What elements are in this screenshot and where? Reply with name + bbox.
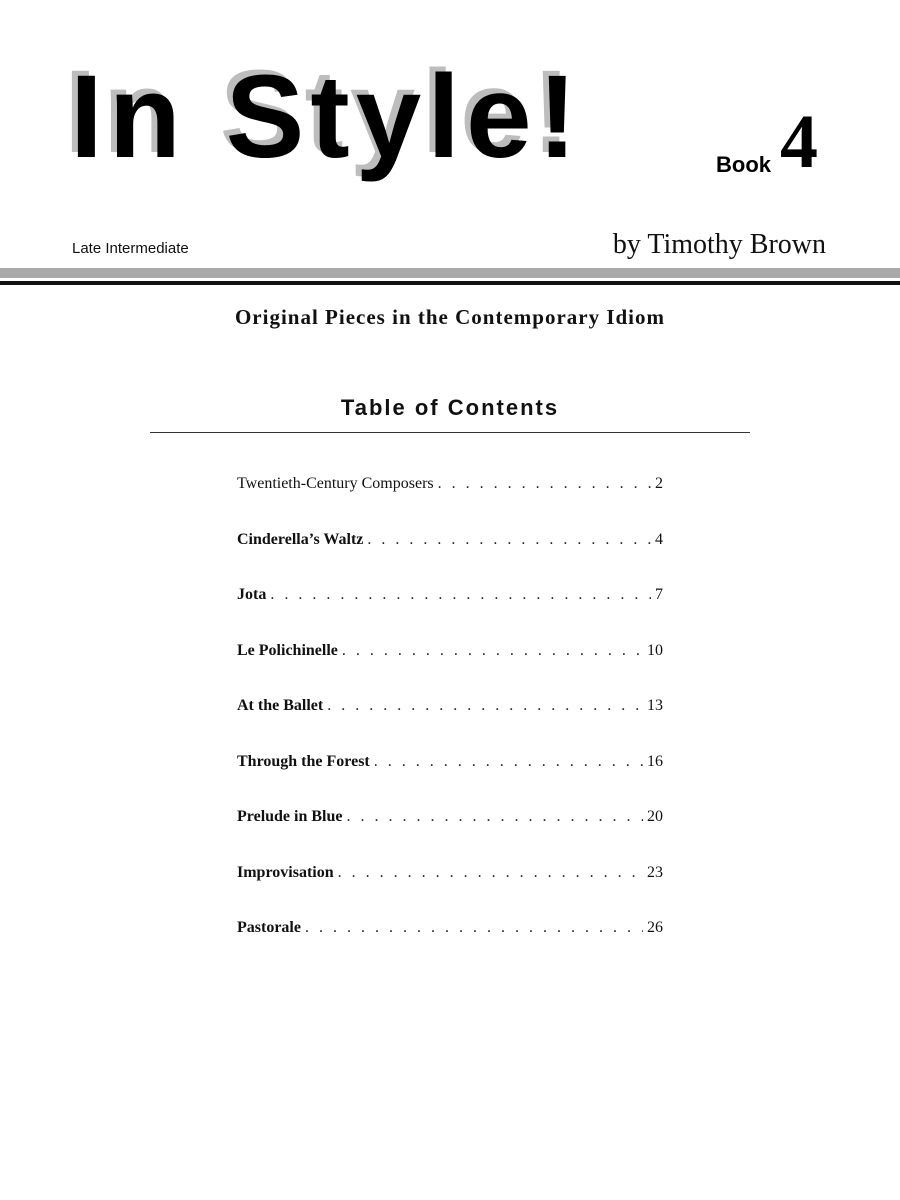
toc-entry-title: Pastorale [237, 919, 301, 936]
toc-entry [237, 919, 663, 975]
toc-entry-title: Through the Forest [237, 752, 370, 770]
dot-leader [327, 697, 643, 715]
subtitle: Original Pieces in the Contemporary Idiom [234, 305, 666, 329]
toc-entry-page: 16 [647, 752, 663, 770]
toc-heading: Table of Contents [340, 395, 560, 420]
toc-entry-title: Le Polichinelle [237, 641, 338, 659]
dot-leader [367, 531, 651, 549]
dot-leader [342, 642, 643, 660]
toc-entry-title: At the Ballet [237, 697, 324, 714]
toc-entry-page: 2 [655, 475, 663, 492]
toc-entry-page: 4 [655, 530, 663, 548]
header-divider-gray [0, 268, 900, 278]
toc-entry-title: Twentieth-Century Composers [237, 475, 434, 492]
toc-entry-page: 26 [647, 919, 663, 936]
toc-entry-title: Improvisation [237, 863, 334, 881]
toc-entry [237, 753, 663, 809]
toc-entry-title: Prelude in Blue [237, 808, 343, 825]
toc-entry [237, 586, 663, 642]
header-divider-black [0, 281, 900, 285]
dot-leader [338, 864, 643, 882]
toc-entry-page: 13 [647, 697, 663, 714]
toc-entry-page: 10 [647, 641, 663, 659]
book-label: Book [716, 152, 771, 177]
book-title: In Style! [70, 51, 583, 183]
toc-entry [237, 697, 663, 753]
table-of-contents [237, 475, 663, 975]
toc-entry [237, 808, 663, 864]
toc-entry [237, 642, 663, 698]
toc-entry [237, 475, 663, 531]
dot-leader [374, 753, 643, 771]
toc-entry-page: 20 [647, 808, 663, 825]
difficulty-level: Late Intermediate [72, 240, 189, 257]
dot-leader [347, 808, 644, 826]
toc-entry-title: Jota [237, 586, 267, 603]
author-byline: by Timothy Brown [612, 229, 826, 260]
dot-leader [438, 475, 651, 493]
toc-entry-title: Cinderella’s Waltz [237, 530, 364, 548]
book-number: 4 [780, 100, 818, 184]
dot-leader [270, 586, 651, 604]
toc-divider [150, 432, 750, 433]
toc-entry [237, 531, 663, 587]
toc-entry-page: 7 [655, 586, 663, 603]
toc-entry [237, 864, 663, 920]
toc-entry-page: 23 [647, 863, 663, 881]
dot-leader [305, 919, 643, 937]
